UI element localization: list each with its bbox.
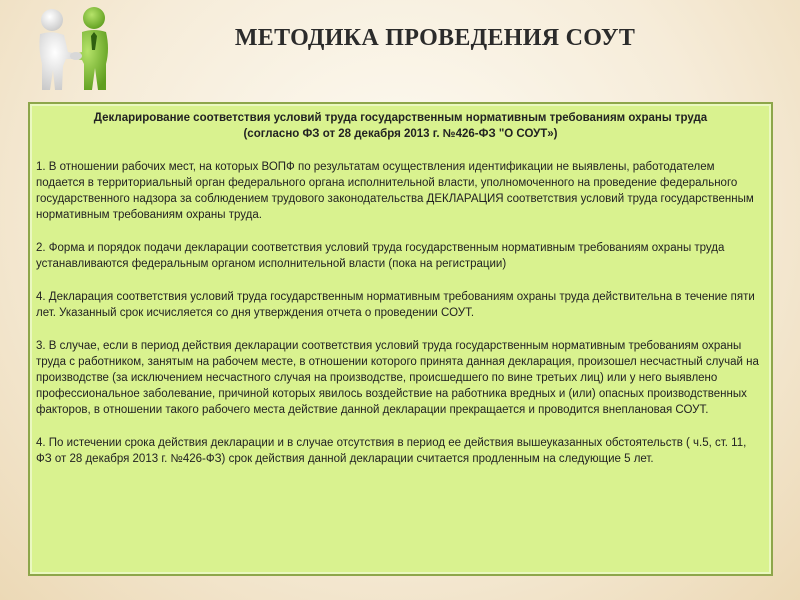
paragraph-item-3: 4. Декларация соответствия условий труда государственным нормативным требованиям охраны труда действительна в течение пяти лет. Указанный срок исчисляется со дня утверждения отчета о проведении СОУТ. [36,291,755,319]
box-header-line1: Декларирование соответствия условий труда государственным нормативным требованиям охраны труда [93,112,708,124]
paragraph-item-5: 4. По истечении срока действия декларации и в случае отсутствия в период ее действия вышеуказанных обстоятельств ( ч.5, ст. 11, ФЗ от 28 декабря 2013 г. №426-ФЗ) срок действия данной декларации считается продленным на следующие 5 лет. [36,437,747,465]
declaration-content-box [28,102,773,576]
page-title: МЕТОДИКА ПРОВЕДЕНИЯ СОУТ [234,25,636,51]
paragraph-item-2: 2. Форма и порядок подачи декларации соответствия условий труда государственным нормативным требованиям охраны труда устанавливаются федеральным органом исполнительной власти (пока на регистрации) [36,242,725,270]
paragraph-item-4: 3. В случае, если в период действия декларации соответствия условий труда государственным нормативным требованиям охраны труда с работником, занятым на рабочем месте, в отношении которого принята данная декларация, произошел несчастный случай на производстве (за исключением несчастного случая на производстве, происшедшего по вине третьих лиц) или у него выявлено профессиональное заболевание, причиной которых явилось воздействие на работника вредных и (или) опасных производственных факторов, в отношении такого рабочего места действие данной декларации прекращается и проводится внеплановая СОУТ. [36,340,759,416]
paragraph-item-1: 1. В отношении рабочих мест, на которых ВОПФ по результатам осуществления идентификации не выявлены, работодателем подается в территориальный орган федерального органа исполнительной власти, уполномоченного на проведение федерального государственного надзора за соблюдением трудового законодательства ДЕКЛАРАЦИЯ соответствия условий труда государственным нормативным требованиям охраны труда. [36,161,754,221]
box-header [36,110,765,142]
handshake-figures-icon [28,4,120,94]
handshake-logo-icon [28,4,120,94]
box-header-line2: (согласно ФЗ от 28 декабря 2013 г. №426-ФЗ "О СОУТ») [243,128,558,140]
